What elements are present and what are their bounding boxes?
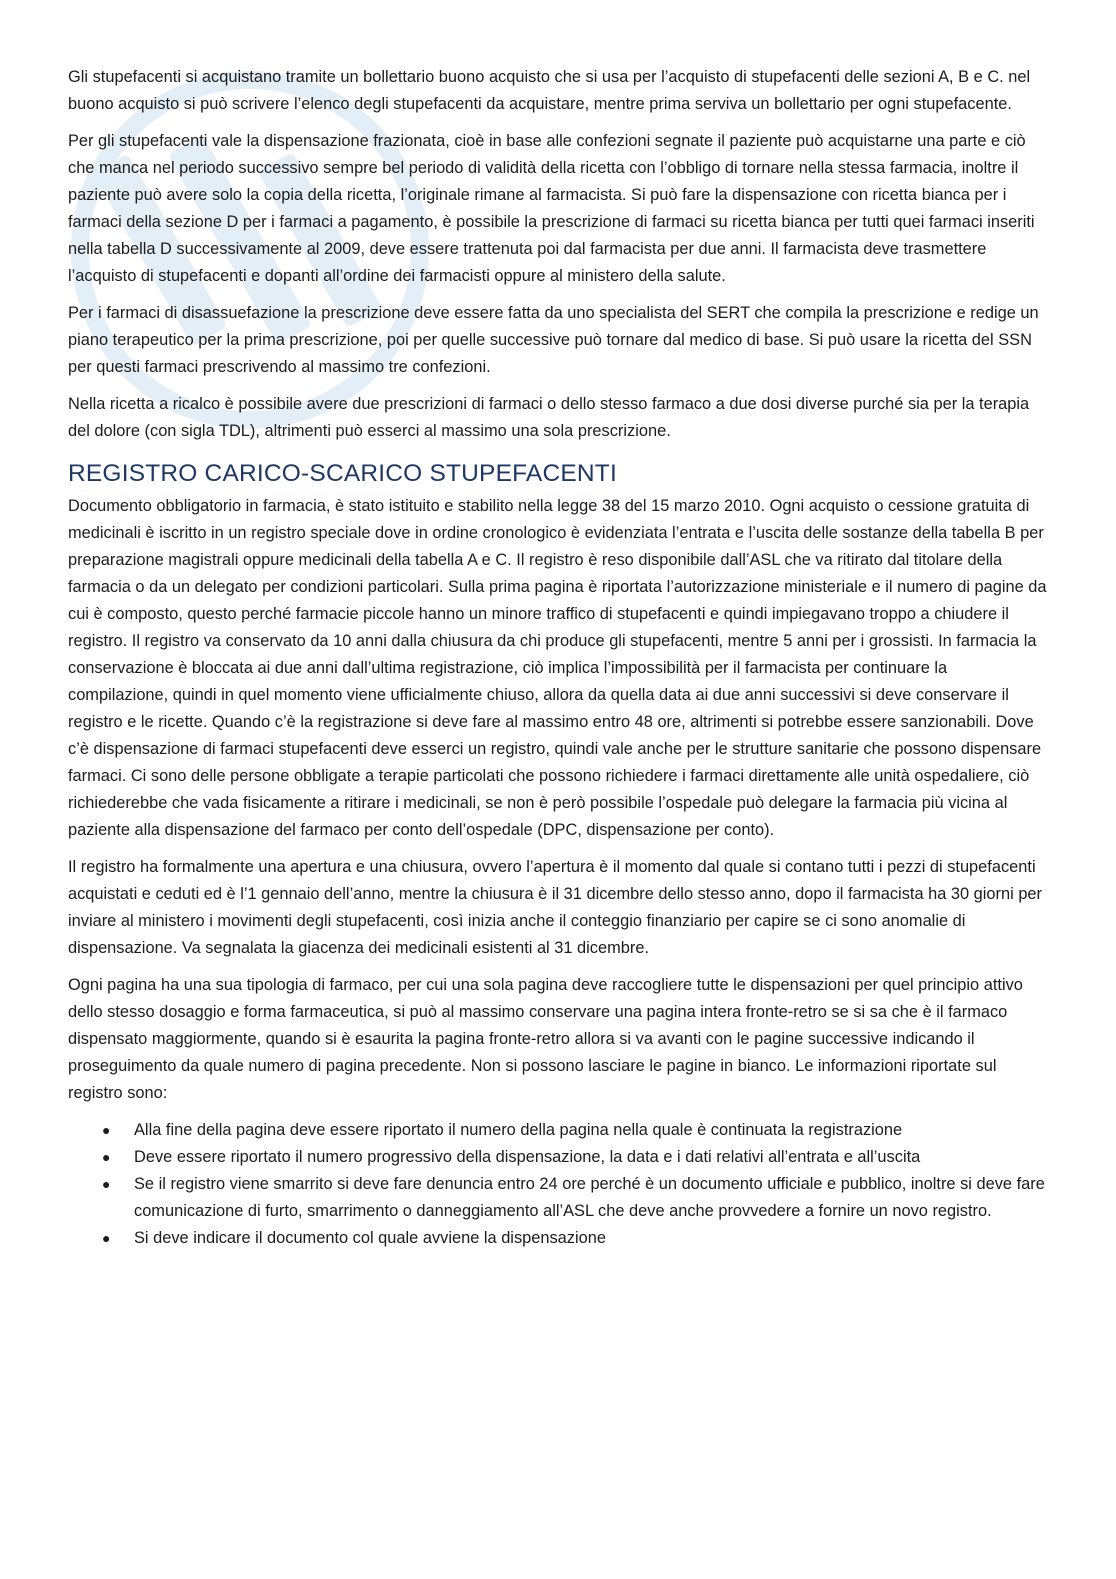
list-item (68, 1171, 1048, 1225)
paragraph-acquisto: Gli stupefacenti si acquistano tramite un bollettario buono acquisto che si usa per l’acquisto di stupefacenti delle sezioni A, B e C. nel buono acquisto si può scrivere l’elenco degli stupefacenti da acquistare, mentre prima serviva un bollettario per ogni stupefacente. (68, 68, 1031, 113)
paragraph-pagine: Ogni pagina ha una sua tipologia di farmaco, per cui una sola pagina deve raccogliere tutte le dispensazioni per quel principio attivo dello stesso dosaggio e forma farmaceutica, si può al massimo conservare una pagina intera fronte-retro se si sa che è il farmaco dispensato maggiormente, quando si è esaurita la pagina fronte-retro allora si va avanti con le pagine successive indicando il proseguimento da quale numero di pagina precedente. Non si possono lasciare le pagine in bianco. Le informazioni riportate sul registro sono: (68, 976, 1023, 1102)
list-item (68, 1117, 1048, 1144)
list-item-text: Alla fine della pagina deve essere riportato il numero della pagina nella quale è continuata la registrazione (134, 1121, 903, 1139)
bullet-icon: ● (102, 1176, 111, 1192)
list-item (68, 1144, 1048, 1171)
list-item-text: Si deve indicare il documento col quale avviene la dispensazione (134, 1229, 606, 1247)
bullet-icon: ● (102, 1230, 111, 1246)
paragraph-disassuefazione: Per i farmaci di disassuefazione la prescrizione deve essere fatta da uno specialista del SERT che compila la prescrizione e redige un piano terapeutico per la prima prescrizione, poi per quelle successive può tornare dal medico di base. Si può usare la ricetta del SSN per questi farmaci prescrivendo al massimo tre confezioni. (68, 304, 1039, 376)
paragraph-apertura-chiusura: Il registro ha formalmente una apertura e una chiusura, ovvero l’apertura è il momento dal quale si contano tutti i pezzi di stupefacenti acquistati e ceduti ed è l’1 gennaio dell’anno, mentre la chiusura è il 31 dicembre dello stesso anno, dopo il farmacista ha 30 giorni per inviare al ministero i movimenti degli stupefacenti, così inizia anche il conteggio finanziario per capire se ci sono anomalie di dispensazione. Va segnalata la giacenza dei medicinali esistenti al 31 dicembre. (68, 858, 1043, 957)
section-heading: REGISTRO CARICO-SCARICO STUPEFACENTI (68, 460, 617, 487)
bullet-icon: ● (102, 1122, 111, 1138)
document-page (68, 64, 1048, 1252)
info-list (68, 1117, 1048, 1252)
paragraph-ricetta-ricalco: Nella ricetta a ricalco è possibile avere due prescrizioni di farmaci o dello stesso farmaco a due dosi diverse purché sia per la terapia del dolore (con sigla TDL), altrimenti può esserci al massimo una sola prescrizione. (68, 395, 1030, 440)
list-item (68, 1225, 1048, 1252)
paragraph-dispensazione-frazionata: Per gli stupefacenti vale la dispensazione frazionata, cioè in base alle confezioni segnate il paziente può acquistarne una parte e ciò che manca nel periodo successivo sempre bel periodo di validità della ricetta con l’obbligo di tornare nella stessa farmacia, inoltre il paziente può avere solo la copia della ricetta, l’originale rimane al farmacista. Si può fare la dispensazione con ricetta bianca per i farmaci della sezione D per i farmaci a pagamento, è possibile la prescrizione di farmaci su ricetta bianca per tutti quei farmaci inseriti nella tabella D successivamente al 2009, deve essere trattenuta poi dal farmacista per due anni. Il farmacista deve trasmettere l’acquisto di stupefacenti e dopanti all’ordine dei farmacisti oppure al ministero della salute. (68, 132, 1035, 285)
list-item-text: Se il registro viene smarrito si deve fare denuncia entro 24 ore perché è un documento ufficiale e pubblico, inoltre si deve fare comunicazione di furto, smarrimento o danneggiamento all’ASL che deve anche provvedere a fornire un novo registro. (134, 1175, 1045, 1220)
paragraph-registro-intro: Documento obbligatorio in farmacia, è stato istituito e stabilito nella legge 38 del 15 marzo 2010. Ogni acquisto o cessione gratuita di medicinali è iscritto in un registro speciale dove in ordine cronologico è evidenziata l’entrata e l’uscita delle sostanze della tabella B per preparazione magistrali oppure medicinali della tabella A e C. Il registro è reso disponibile dall’ASL che va ritirato dal titolare della farmacia o da un delegato per condizioni particolari. Sulla prima pagina è riportata l’autorizzazione ministeriale e il numero di pagine da cui è composto, questo perché farmacie piccole hanno un minore traffico di stupefacenti e quindi impiegavano troppo a chiudere il registro. Il registro va conservato da 10 anni dalla chiusura da chi produce gli stupefacenti, mentre 5 anni per i grossisti. In farmacia la conservazione è bloccata ai due anni dall’ultima registrazione, ciò implica l’impossibilità per il farmacista per continuare la compilazione, quindi in quel momento viene ufficialmente chiuso, allora da quella data ai due anni successivi si deve conservare il registro e le ricette. Quando c’è la registrazione si deve fare al massimo entro 48 ore, altrimenti si potrebbe essere sanzionabili. Dove c’è dispensazione di farmaci stupefacenti deve esserci un registro, quindi vale anche per le strutture sanitarie che possono dispensare farmaci. Ci sono delle persone obbligate a terapie particolati che possono richiedere i farmaci direttamente alle unità ospedaliere, ciò richiederebbe che vada fisicamente a ritirare i medicinali, se non è però possibile l’ospedale può delegare la farmacia più vicina al paziente alla dispensazione del farmaco per conto dell’ospedale (DPC, dispensazione per conto). (68, 497, 1047, 839)
bullet-icon: ● (102, 1149, 111, 1165)
list-item-text: Deve essere riportato il numero progressivo della dispensazione, la data e i dati relativi all’entrata e all’uscita (134, 1148, 921, 1166)
